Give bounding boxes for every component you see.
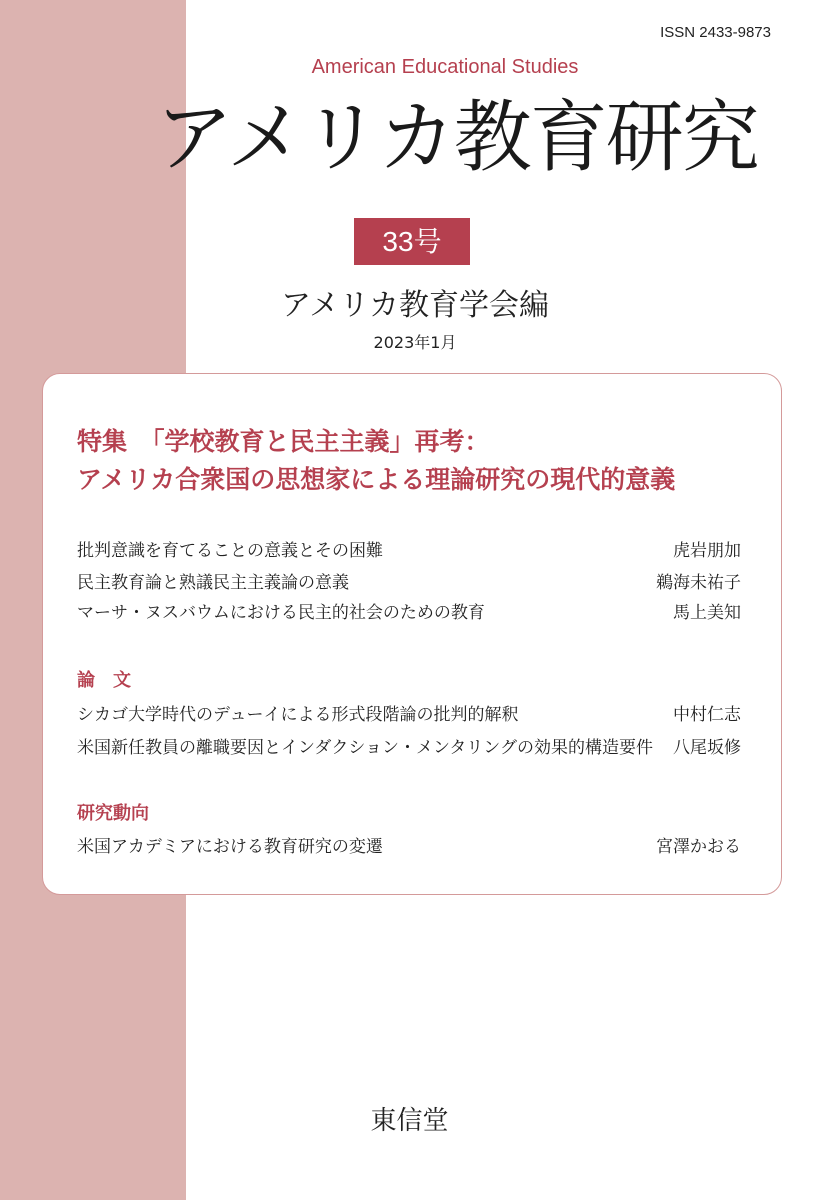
article-author: 宮澤かおる (656, 837, 741, 857)
feature-heading-line2: アメリカ合衆国の思想家による理論研究の現代的意義 (77, 465, 676, 494)
feature-heading-line1: 特集 「学校教育と民主主義」再考： (77, 427, 490, 456)
article-author: 中村仁志 (673, 705, 741, 725)
article-author: 八尾坂修 (673, 738, 741, 758)
article-title: マーサ・ヌスバウムにおける民主的社会のための教育 (77, 603, 485, 623)
list-item (77, 733, 741, 758)
article-title: 批判意識を育てることの意義とその困難 (77, 541, 383, 561)
article-author: 馬上美知 (673, 603, 741, 623)
article-title: シカゴ大学時代のデューイによる形式段階論の批判的解釈 (77, 705, 519, 725)
publication-date: 2023年1月 (373, 333, 457, 352)
publisher (0, 1100, 833, 1137)
list-item (77, 568, 741, 593)
article-title: 米国アカデミアにおける教育研究の変遷 (77, 837, 383, 857)
list-item (77, 536, 741, 561)
article-author: 鵜海未祐子 (656, 573, 741, 593)
english-title: American Educational Studies (311, 56, 579, 78)
list-item (77, 832, 741, 857)
list-item (77, 700, 741, 725)
contents-box (42, 373, 782, 895)
issue-badge: 33号 (354, 218, 470, 265)
list-item (77, 598, 741, 623)
journal-title (0, 88, 833, 188)
article-author: 虎岩朋加 (673, 541, 741, 561)
papers-heading: 論 文 (77, 670, 131, 691)
publisher-name: 東信堂 (370, 1106, 449, 1136)
trends-heading: 研究動向 (77, 803, 149, 824)
issn: ISSN 2433-9873 (660, 24, 771, 41)
article-title: 米国新任教員の離職要因とインダクション・メンタリングの効果的構造要件 (77, 738, 653, 758)
journal-title-text: アメリカ教育研究 (155, 93, 758, 183)
article-title: 民主教育論と熟議民主主義論の意義 (77, 573, 349, 593)
editor: アメリカ教育学会編 (281, 288, 549, 323)
